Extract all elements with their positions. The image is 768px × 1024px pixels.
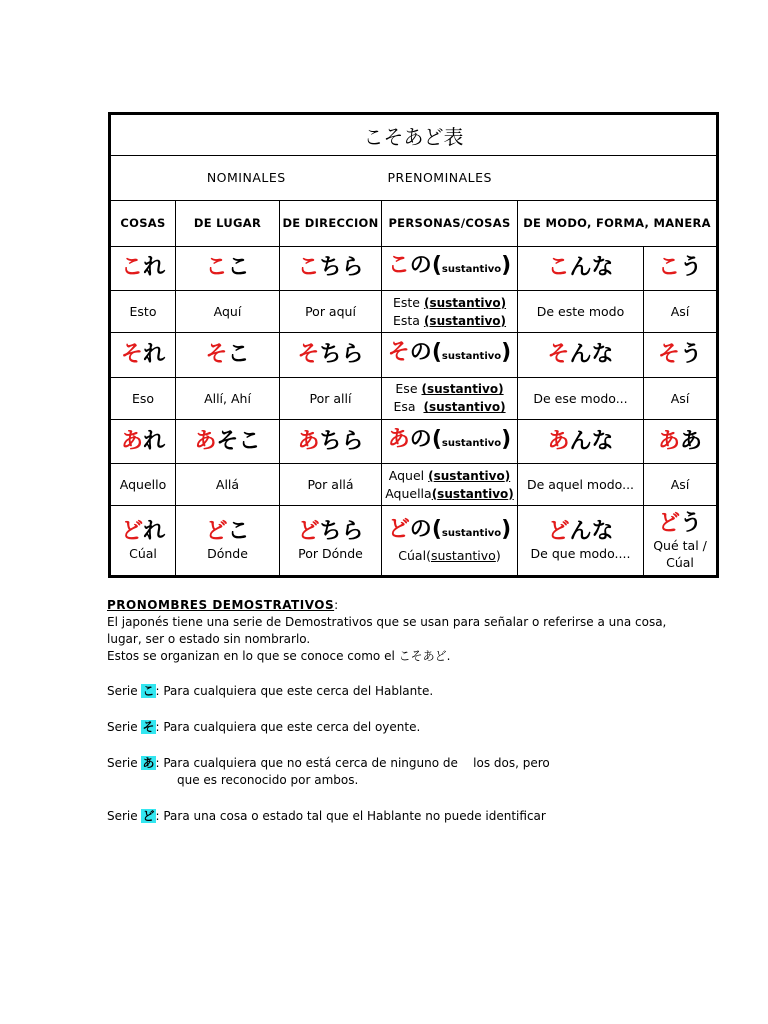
combo-cell: どう Qué tal / Cúal xyxy=(644,506,718,577)
kana-cell: そう xyxy=(644,333,718,377)
serie-line: Serie ど: Para una cosa o estado tal que el Hablante no puede identificar xyxy=(107,809,546,823)
meaning-cell: De este modo xyxy=(518,291,644,333)
kana-cell: あそこ xyxy=(176,419,280,463)
combo-cell: どんな De que modo.... xyxy=(518,506,644,577)
combo-cell: どちら Por Dónde xyxy=(280,506,382,577)
meaning-cell: Aquello xyxy=(110,464,176,506)
kana-cell: あんな xyxy=(518,419,644,463)
meaning-cell: Eso xyxy=(110,377,176,419)
combo-cell: どの(sustantivo) Cúal(sustantivo) xyxy=(382,506,518,577)
combo-cell: どれ Cúal xyxy=(110,506,176,577)
meaning-cell: Aquel (sustantivo) Aquella(sustantivo) xyxy=(382,464,518,506)
meaning-cell: Por allá xyxy=(280,464,382,506)
kana-cell: そんな xyxy=(518,333,644,377)
kosoado-table xyxy=(108,112,719,578)
serie-line: Serie こ: Para cualquiera que este cerca del Hablante. xyxy=(107,684,434,698)
kana-cell: あの(sustantivo) xyxy=(382,419,518,463)
meaning-cell: Ese (sustantivo) Esa (sustantivo) xyxy=(382,377,518,419)
notes-paragraph: El japonés tiene una serie de Demostrativos que se usan para señalar o referirse a una cosa, lugar, ser o estado sin nombrarlo. xyxy=(107,615,667,646)
group-header-nominales: NOMINALES xyxy=(110,156,382,200)
kana-cell: こんな xyxy=(518,246,644,290)
meaning-cell: Aquí xyxy=(176,291,280,333)
serie-line-continuation: que es reconocido por ambos. xyxy=(177,773,359,787)
kana-cell: これ xyxy=(110,246,176,290)
combo-cell: どこ Dónde xyxy=(176,506,280,577)
col-header-personas: PERSONAS/COSAS xyxy=(382,200,518,246)
kana-cell: それ xyxy=(110,333,176,377)
meaning-cell: Por allí xyxy=(280,377,382,419)
meaning-cell: Por aquí xyxy=(280,291,382,333)
col-header-lugar: DE LUGAR xyxy=(176,200,280,246)
meaning-cell: De aquel modo... xyxy=(518,464,644,506)
kana-cell: そこ xyxy=(176,333,280,377)
kana-cell: あれ xyxy=(110,419,176,463)
kana-cell: こちら xyxy=(280,246,382,290)
table-title: こそあど表 xyxy=(110,114,718,156)
meaning-cell: Así xyxy=(644,464,718,506)
meaning-cell: Así xyxy=(644,291,718,333)
group-header-prenominales: PRENOMINALES xyxy=(382,156,718,200)
col-header-cosas: COSAS xyxy=(110,200,176,246)
serie-line: Serie あ: Para cualquiera que no está cerca de ninguno de los dos, pero xyxy=(107,756,550,770)
kana-cell: ここ xyxy=(176,246,280,290)
notes-paragraph: Estos se organizan en lo que se conoce como el こそあど. xyxy=(107,649,451,663)
meaning-cell: Allá xyxy=(176,464,280,506)
kana-cell: この(sustantivo) xyxy=(382,246,518,290)
notes-section xyxy=(107,597,727,825)
kana-cell: ああ xyxy=(644,419,718,463)
meaning-cell: Este (sustantivo) Esta (sustantivo) xyxy=(382,291,518,333)
kana-cell: あちら xyxy=(280,419,382,463)
col-header-direccion: DE DIRECCION xyxy=(280,200,382,246)
meaning-cell: Así xyxy=(644,377,718,419)
meaning-cell: Allí, Ahí xyxy=(176,377,280,419)
kana-cell: その(sustantivo) xyxy=(382,333,518,377)
kana-cell: こう xyxy=(644,246,718,290)
serie-line: Serie そ: Para cualquiera que este cerca del oyente. xyxy=(107,720,421,734)
kana-cell: そちら xyxy=(280,333,382,377)
meaning-cell: De ese modo... xyxy=(518,377,644,419)
col-header-modo: DE MODO, FORMA, MANERA xyxy=(518,200,718,246)
notes-title: PRONOMBRES DEMOSTRATIVOS: xyxy=(107,598,339,612)
meaning-cell: Esto xyxy=(110,291,176,333)
